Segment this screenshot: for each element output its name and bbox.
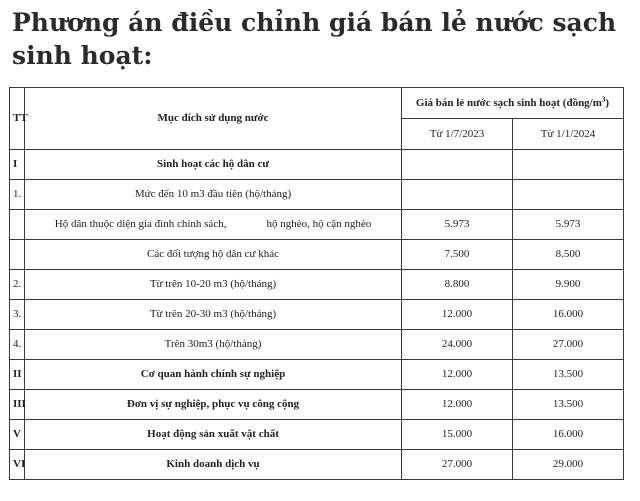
row-purpose: Sinh hoạt các hộ dân cư [25, 150, 402, 180]
row-tt: VI [10, 450, 25, 480]
water-price-table [9, 87, 624, 480]
header-price-label: Giá bán lẻ nước sạch sinh hoạt (đồng/m [415, 96, 602, 109]
header-price-group [402, 88, 624, 119]
row-price-2023: 12.000 [402, 300, 513, 330]
row-price-2023: 8.800 [402, 270, 513, 300]
row-purpose: Các đối tượng hộ dân cư khác [25, 240, 402, 270]
table-row [10, 240, 624, 270]
row-price-2023: 12.000 [402, 360, 513, 390]
row-tt: 2. [10, 270, 25, 300]
table-row [10, 210, 624, 240]
row-purpose [25, 210, 402, 240]
row-price-2023: 24.000 [402, 330, 513, 360]
row-price-2024: 29.000 [513, 450, 624, 480]
row-price-2024: 13.500 [513, 360, 624, 390]
table-row [10, 180, 624, 210]
header-from-2023: Từ 1/7/2023 [402, 119, 513, 150]
row-price-2024: 8.500 [513, 240, 624, 270]
row-purpose: Cơ quan hành chính sự nghiệp [25, 360, 402, 390]
table-row [10, 150, 624, 180]
row-price-2023 [402, 180, 513, 210]
row-price-2023: 15.000 [402, 420, 513, 450]
table-row [10, 390, 624, 420]
row-price-2024 [513, 180, 624, 210]
row-price-2024: 5.973 [513, 210, 624, 240]
row-purpose: Từ trên 20-30 m3 (hộ/tháng) [25, 300, 402, 330]
page-title: Phương án điều chỉnh giá bán lẻ nước sạch sinh hoạt: [12, 8, 617, 70]
row-price-2024: 27.000 [513, 330, 624, 360]
row-tt [10, 240, 25, 270]
table-row [10, 300, 624, 330]
row-purpose: Trên 30m3 (hộ/tháng) [25, 330, 402, 360]
header-purpose: Mục đích sử dụng nước [25, 88, 402, 150]
table-row [10, 450, 624, 480]
row-tt: III [10, 390, 25, 420]
row-purpose: Từ trên 10-20 m3 (hộ/tháng) [25, 270, 402, 300]
row-price-2023: 7.500 [402, 240, 513, 270]
row-purpose-part-a: Hộ dân thuộc diện gia đình chính sách, [54, 218, 227, 230]
row-tt [10, 210, 25, 240]
row-price-2023: 27.000 [402, 450, 513, 480]
header-price-sup: 3 [601, 94, 606, 103]
row-price-2023: 5.973 [402, 210, 513, 240]
row-price-2024: 9.900 [513, 270, 624, 300]
row-purpose: Hoạt động sản xuất vật chất [25, 420, 402, 450]
header-tt: TT [10, 88, 25, 150]
row-price-2024: 16.000 [513, 420, 624, 450]
row-purpose-part-b: hộ nghèo, hộ cận nghèo [266, 218, 372, 230]
table-row [10, 330, 624, 360]
row-purpose: Kinh doanh dịch vụ [25, 450, 402, 480]
row-tt: 3. [10, 300, 25, 330]
row-tt: II [10, 360, 25, 390]
row-purpose: Đơn vị sự nghiệp, phục vụ công cộng [25, 390, 402, 420]
row-price-2023 [402, 150, 513, 180]
row-price-2024: 13.500 [513, 390, 624, 420]
row-tt: 4. [10, 330, 25, 360]
row-tt: 1. [10, 180, 25, 210]
row-price-2024: 16.000 [513, 300, 624, 330]
table-row [10, 420, 624, 450]
row-tt: V [10, 420, 25, 450]
table-header-row [10, 88, 624, 119]
header-from-2024: Từ 1/1/2024 [513, 119, 624, 150]
row-price-2023: 12.000 [402, 390, 513, 420]
row-price-2024 [513, 150, 624, 180]
header-price-end: ) [605, 96, 610, 109]
row-tt: I [10, 150, 25, 180]
row-purpose: Mức đến 10 m3 đầu tiên (hộ/tháng) [25, 180, 402, 210]
table-row [10, 270, 624, 300]
table-row [10, 360, 624, 390]
